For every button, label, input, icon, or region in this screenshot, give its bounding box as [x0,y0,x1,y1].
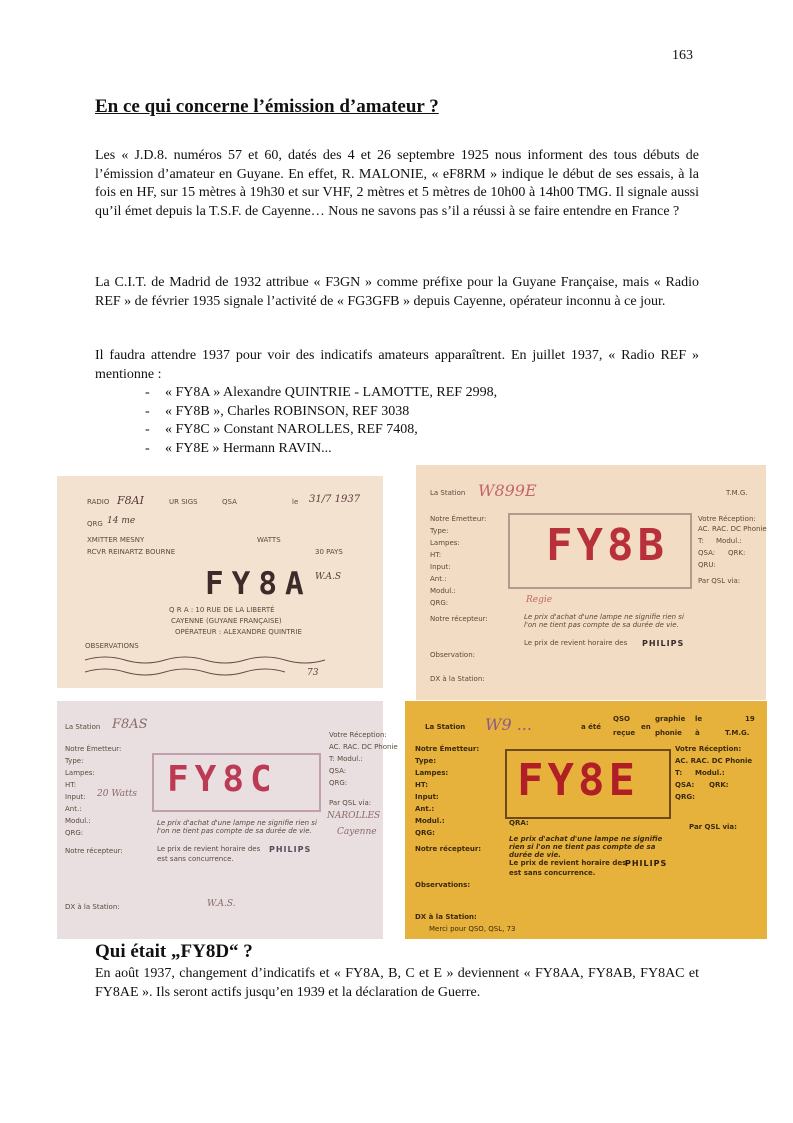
card-label: Type: [430,527,449,535]
card-label: QRG: [65,829,84,837]
card-label: Merci pour QSO, QSL, 73 [429,925,516,933]
card-label: Lampes: [415,769,449,777]
handwriting-scribble [85,652,355,682]
paragraph: Les « J.D.8. numéros 57 et 60, datés des 4 et 26 septembre 1925 nous informent des tous débuts de l’émission d’amateur en Guyane. En effet, R. MALONIE, « eF8RM » indique le début de ses essais, à la fois en HF, sur 15 mètres à 19h30 et sur VHF, 2 mètres et 5 mètres de 10h00 à 14h00 TMG. Il signale aussi qu’il émet depuis la T.S.F. de Cayenne… Nous ne savons pas s’il a réussi à se faire entendre en France ? [95,148,699,219]
list-item: - « FY8A » Alexandre QUINTRIE - LAMOTTE, REF 2998, [145,384,497,403]
card-label: La Station [425,723,466,731]
card-handwriting: F8AS [112,717,148,732]
callsign: FY8E [517,755,639,806]
card-note: Le prix d'achat d'une lampe ne signifie rien si l'on ne tient pas compte de sa durée de vie. [157,819,317,835]
card-label: le [695,715,703,723]
card-label: Lampes: [65,769,95,777]
card-label: T.M.G. [725,729,750,737]
card-label: QSA: [329,767,347,775]
card-label: QSA [222,498,237,506]
card-label: Notre récepteur: [430,615,488,623]
card-label: Modul.: [716,537,742,545]
card-note: Le prix de revient horaire des [524,639,628,647]
card-handwriting: F8AI [117,494,144,507]
card-label: Votre Réception: [675,745,742,753]
card-handwriting: Regie [526,595,553,605]
card-label: Par QSL via: [329,799,372,807]
card-label: HT: [415,781,429,789]
card-label: La Station [430,489,466,497]
card-label: Votre Réception: [329,731,387,739]
card-label: en [641,723,651,731]
card-handwriting: 20 Watts [97,789,137,799]
card-label: Input: [430,563,451,571]
card-label: QSA: [698,549,716,557]
card-label: QSA: [675,781,695,789]
paragraph: Il faudra attendre 1937 pour voir des indicatifs amateurs apparaîtrent. En juillet 1937, « Radio REF » mentionne : [95,348,699,382]
list-item: - « FY8B », Charles ROBINSON, REF 3038 [145,403,497,422]
card-label: graphie [655,715,686,723]
callsign: FY8C [167,759,278,800]
card-handwriting: 31/7 1937 [309,494,361,505]
philips-logo: PHILIPS [625,859,668,868]
card-label: phonie [655,729,682,737]
card-label: T: [675,769,683,777]
philips-logo: PHILIPS [269,845,312,854]
card-label: Notre récepteur: [415,845,482,853]
card-note: est sans concurrence. [157,855,234,863]
card-handwriting: W.A.S [315,572,342,582]
card-label: OBSERVATIONS [85,642,139,650]
card-label: Ant.: [430,575,447,583]
card-label: Lampes: [430,539,460,547]
card-label: WATTS [257,536,281,544]
card-label: QRG: [415,829,435,837]
card-label: 30 PAYS [315,548,343,556]
qsl-card-fy8a [57,476,383,688]
page-number: 163 [672,48,693,63]
card-label: Par QSL via: [698,577,741,585]
card-label: Input: [65,793,86,801]
card-label: CAYENNE (GUYANE FRANÇAISE) [171,617,282,625]
card-label: XMITTER MESNY [87,536,145,544]
card-label: QSO [613,715,630,723]
card-label: Type: [415,757,437,765]
section-heading: En ce qui concerne l’émission d’amateur ? [95,96,439,117]
card-label: RADIO [87,498,110,506]
card-label: HT: [430,551,442,559]
card-label: T: Modul.: [329,755,363,763]
card-label: HT: [65,781,77,789]
card-label: QRU: [698,561,716,569]
qsl-card-fy8c [57,701,398,939]
card-label: UR SIGS [169,498,198,506]
card-label: reçue [613,729,636,737]
card-note: Le prix d'achat d'une lampe ne signifie rien si l'on ne tient pas compte de sa durée de vie. [509,835,663,859]
card-label: QRG: [430,599,449,607]
philips-logo: PHILIPS [642,639,685,648]
card-note: Le prix d'achat d'une lampe ne signifie rien si l'on ne tient pas compte de sa durée de vie. [524,613,684,629]
card-handwriting: W.A.S. [207,899,236,909]
card-label: QRK: [709,781,729,789]
card-label: RCVR REINARTZ BOURNE [87,548,176,556]
card-label: le [292,498,299,506]
card-handwriting: W899E [478,481,537,500]
card-label: Modul.: [415,817,445,825]
card-label: Notre Émetteur: [65,745,122,753]
card-label: AC. RAC. DC Phonie [698,525,767,533]
paragraph: En août 1937, changement d’indicatifs et « FY8A, B, C et E » deviennent « FY8AA, FY8AB, FY8AC et FY8AE ». Ils seront actifs jusqu’en 1939 et la déclaration de Guerre. [95,966,699,1000]
card-label: T: [698,537,704,545]
card-label: a été [581,723,602,731]
card-label: à [695,729,700,737]
card-label: Notre Émetteur: [415,745,480,753]
card-note: Le prix de revient horaire des [157,845,261,853]
card-label: Observations: [415,881,471,889]
card-label: Notre Émetteur: [430,515,487,523]
card-label: Ant.: [415,805,435,813]
paragraph: La C.I.T. de Madrid de 1932 attribue « F3GN » comme préfixe pour la Guyane Française, mais « Radio REF » de février 1935 signale l’activité de « FG3GFB » depuis Cayenne, opérateur inconnu à ce jour. [95,275,699,309]
card-label: 19 [745,715,755,723]
callsign: FY8A [205,566,312,602]
card-handwriting: 14 me [107,516,136,526]
card-label: AC. RAC. DC Phonie [329,743,398,751]
section-heading: Qui était „FY8D“ ? [95,941,253,962]
card-note: est sans concurrence. [509,869,596,877]
card-label: QRG: [329,779,348,787]
card-label: Modul.: [65,817,91,825]
card-label: DX à la Station: [415,913,477,921]
card-handwriting: NAROLLES [327,811,381,821]
card-label: DX à la Station: [430,675,485,683]
card-label: Par QSL via: [689,823,737,831]
card-label: Type: [65,757,84,765]
card-handwriting: Cayenne [337,827,377,837]
card-handwriting: 73 [307,668,319,678]
card-label: Observation: [430,651,475,659]
card-label: T.M.G. [726,489,748,497]
list-item: - « FY8E » Hermann RAVIN... [145,440,497,459]
qsl-card-fy8b [416,465,766,700]
card-label: DX à la Station: [65,903,120,911]
card-label: QRK: [728,549,746,557]
card-label: AC. RAC. DC Phonie [675,757,753,765]
card-label: OPÉRATEUR : ALEXANDRE QUINTRIE [175,628,302,636]
list-item: - « FY8C » Constant NAROLLES, REF 7408, [145,421,497,440]
callsign-list [145,384,497,458]
card-label: Modul.: [430,587,456,595]
card-label: La Station [65,723,101,731]
card-label: Ant.: [65,805,82,813]
card-label: Modul.: [695,769,725,777]
card-label: QRA: [509,819,529,827]
card-handwriting: W9 ... [485,715,532,734]
card-label: Input: [415,793,439,801]
card-label: QRG [87,520,103,528]
callsign: FY8B [546,520,668,571]
card-label: Q R A : 10 RUE DE LA LIBERTÉ [169,606,275,614]
card-label: Notre récepteur: [65,847,123,855]
card-note: Le prix de revient horaire des [509,859,627,867]
card-label: QRG: [675,793,695,801]
card-label: Votre Réception: [698,515,756,523]
qsl-card-fy8e [405,701,767,939]
